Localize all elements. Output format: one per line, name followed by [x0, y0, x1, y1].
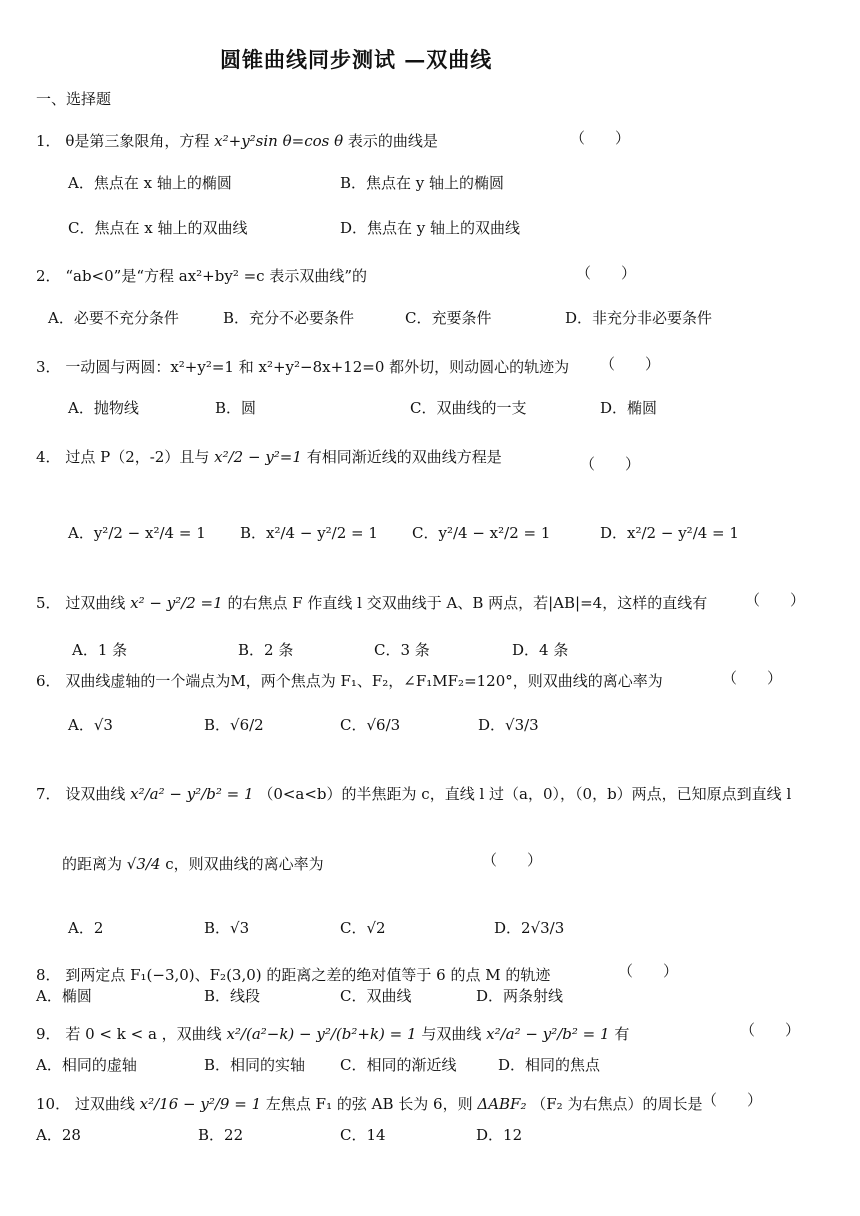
question-number: 10．	[36, 1095, 71, 1113]
question-2	[36, 265, 367, 286]
question-text: 过双曲线	[74, 1095, 135, 1113]
question-text: 双曲线虚轴的一个端点为M，两个焦点为 F₁、F₂，∠F₁MF₂=120°，则双曲线的离心率为	[65, 672, 663, 690]
option-c[interactable]: C．焦点在 x 轴上的双曲线	[68, 219, 248, 237]
option-d[interactable]: D．12	[476, 1126, 523, 1144]
answer-blank[interactable]: （ ）	[740, 1021, 801, 1039]
option-b[interactable]: B．2 条	[238, 641, 294, 659]
option-c[interactable]: C．双曲线	[340, 987, 412, 1005]
question-text: c，则双曲线的离心率为	[165, 855, 324, 873]
question-number: 9．	[36, 1025, 61, 1043]
option-a[interactable]: A．椭圆	[36, 987, 92, 1005]
option-a[interactable]: A．相同的虚轴	[36, 1056, 137, 1074]
option-b[interactable]: B．充分不必要条件	[223, 309, 355, 327]
question-number: 2．	[36, 267, 61, 285]
answer-blank[interactable]: （ ）	[745, 591, 806, 609]
question-7-line-2	[62, 853, 324, 874]
option-a[interactable]: A．28	[36, 1126, 81, 1144]
question-4	[36, 446, 502, 467]
question-text: 过双曲线	[65, 594, 126, 612]
equation: x²/a² − y²/b² = 1	[486, 1025, 610, 1043]
question-number: 6．	[36, 672, 61, 690]
option-b[interactable]: B．线段	[204, 987, 261, 1005]
option-c[interactable]: C．√6/3	[340, 716, 401, 734]
question-text: 表示的曲线是	[347, 132, 438, 150]
option-b[interactable]: B．22	[198, 1126, 244, 1144]
option-c[interactable]: C．14	[340, 1126, 386, 1144]
option-c[interactable]: C．双曲线的一支	[410, 399, 527, 417]
option-c[interactable]: C．√2	[340, 919, 386, 937]
question-text: 一动圆与两圆：x²+y²=1 和 x²+y²−8x+12=0 都外切，则动圆心的轨迹为	[65, 358, 570, 376]
option-b[interactable]: B．圆	[215, 399, 257, 417]
question-8	[36, 964, 550, 985]
option-a[interactable]: A．y²/2 − x²/4 = 1	[68, 524, 206, 542]
option-a[interactable]: A．焦点在 x 轴上的椭圆	[68, 174, 232, 192]
equation: x² − y²/2 =1	[130, 594, 223, 612]
question-5	[36, 592, 707, 613]
option-c[interactable]: C．y²/4 − x²/2 = 1	[412, 524, 551, 542]
question-text: （0<a<b）的半焦距为 c，直线 l 过（a，0），（0，b）两点，已知原点到直线 l	[258, 785, 792, 803]
option-d[interactable]: D．椭圆	[600, 399, 658, 417]
option-a[interactable]: A．必要不充分条件	[48, 309, 179, 327]
option-b[interactable]: B．√3	[204, 919, 250, 937]
question-text: 到两定点 F₁(−3,0)、F₂(3,0) 的距离之差的绝对值等于 6 的点 M 的轨迹	[65, 966, 551, 984]
question-text: 设双曲线	[65, 785, 126, 803]
question-text: 的右焦点 F 作直线 l 交双曲线于 A、B 两点，若|AB|=4，这样的直线有	[227, 594, 708, 612]
option-d[interactable]: D．√3/3	[478, 716, 539, 734]
answer-blank[interactable]: （ ）	[722, 669, 783, 687]
answer-blank[interactable]: （ ）	[482, 851, 543, 869]
question-text: “ab<0”是“方程 ax²+by² =c 表示双曲线”的	[65, 267, 368, 285]
option-b[interactable]: B．相同的实轴	[204, 1056, 306, 1074]
question-10	[36, 1093, 702, 1114]
question-3	[36, 356, 569, 377]
answer-blank[interactable]: （ ）	[580, 455, 641, 473]
option-b[interactable]: B．√6/2	[204, 716, 264, 734]
option-d[interactable]: D．2√3/3	[494, 919, 565, 937]
question-text: 若 0 < k < a ，双曲线	[65, 1025, 222, 1043]
question-number: 1．	[36, 132, 61, 150]
question-6	[36, 670, 663, 691]
answer-blank[interactable]: （ ）	[600, 355, 661, 373]
question-text: 与双曲线	[421, 1025, 482, 1043]
option-a[interactable]: A．2	[68, 919, 104, 937]
answer-blank[interactable]: （ ）	[576, 264, 637, 282]
option-b[interactable]: B．x²/4 − y²/2 = 1	[240, 524, 378, 542]
option-c[interactable]: C．充要条件	[405, 309, 492, 327]
answer-blank[interactable]: （ ）	[570, 129, 631, 147]
section-heading: 一、选择题	[36, 90, 112, 108]
option-d[interactable]: D．相同的焦点	[498, 1056, 601, 1074]
question-text: 的距离为	[62, 855, 123, 873]
fraction: √3/4	[126, 855, 161, 873]
option-a[interactable]: A．√3	[68, 716, 113, 734]
equation: x²/16 − y²/9 = 1	[139, 1095, 262, 1113]
answer-blank[interactable]: （ ）	[618, 962, 679, 980]
equation: x²/a² − y²/b² = 1	[130, 785, 254, 803]
question-text: （F₂ 为右焦点）的周长是	[531, 1095, 703, 1113]
option-d[interactable]: D．非充分非必要条件	[565, 309, 713, 327]
question-number: 3．	[36, 358, 61, 376]
question-number: 8．	[36, 966, 61, 984]
question-text: 左焦点 F₁ 的弦 AB 长为 6，则	[265, 1095, 473, 1113]
equation: x²+y²sin θ=cos θ	[214, 132, 344, 150]
question-text: 有	[614, 1025, 630, 1043]
equation: x²/(a²−k) − y²/(b²+k) = 1	[226, 1025, 417, 1043]
question-text: θ是第三象限角，方程	[65, 132, 210, 150]
answer-blank[interactable]: （ ）	[702, 1091, 763, 1109]
option-d[interactable]: D．两条射线	[476, 987, 564, 1005]
option-d[interactable]: D．4 条	[512, 641, 569, 659]
question-number: 4．	[36, 448, 61, 466]
option-d[interactable]: D．焦点在 y 轴上的双曲线	[340, 219, 521, 237]
question-7	[36, 783, 791, 804]
page-title: 圆锥曲线同步测试 —双曲线	[220, 47, 493, 72]
equation: x²/2 − y²=1	[214, 448, 302, 466]
option-c[interactable]: C．相同的渐近线	[340, 1056, 457, 1074]
question-1	[36, 130, 438, 151]
option-b[interactable]: B．焦点在 y 轴上的椭圆	[340, 174, 505, 192]
question-9	[36, 1023, 629, 1044]
question-text: 过点 P（2，-2）且与	[65, 448, 210, 466]
option-a[interactable]: A．抛物线	[68, 399, 139, 417]
triangle-symbol: ΔABF₂	[477, 1095, 527, 1113]
question-number: 7．	[36, 785, 61, 803]
option-d[interactable]: D．x²/2 − y²/4 = 1	[600, 524, 739, 542]
question-text: 有相同渐近线的双曲线方程是	[306, 448, 502, 466]
option-a[interactable]: A．1 条	[72, 641, 128, 659]
option-c[interactable]: C．3 条	[374, 641, 430, 659]
question-number: 5．	[36, 594, 61, 612]
